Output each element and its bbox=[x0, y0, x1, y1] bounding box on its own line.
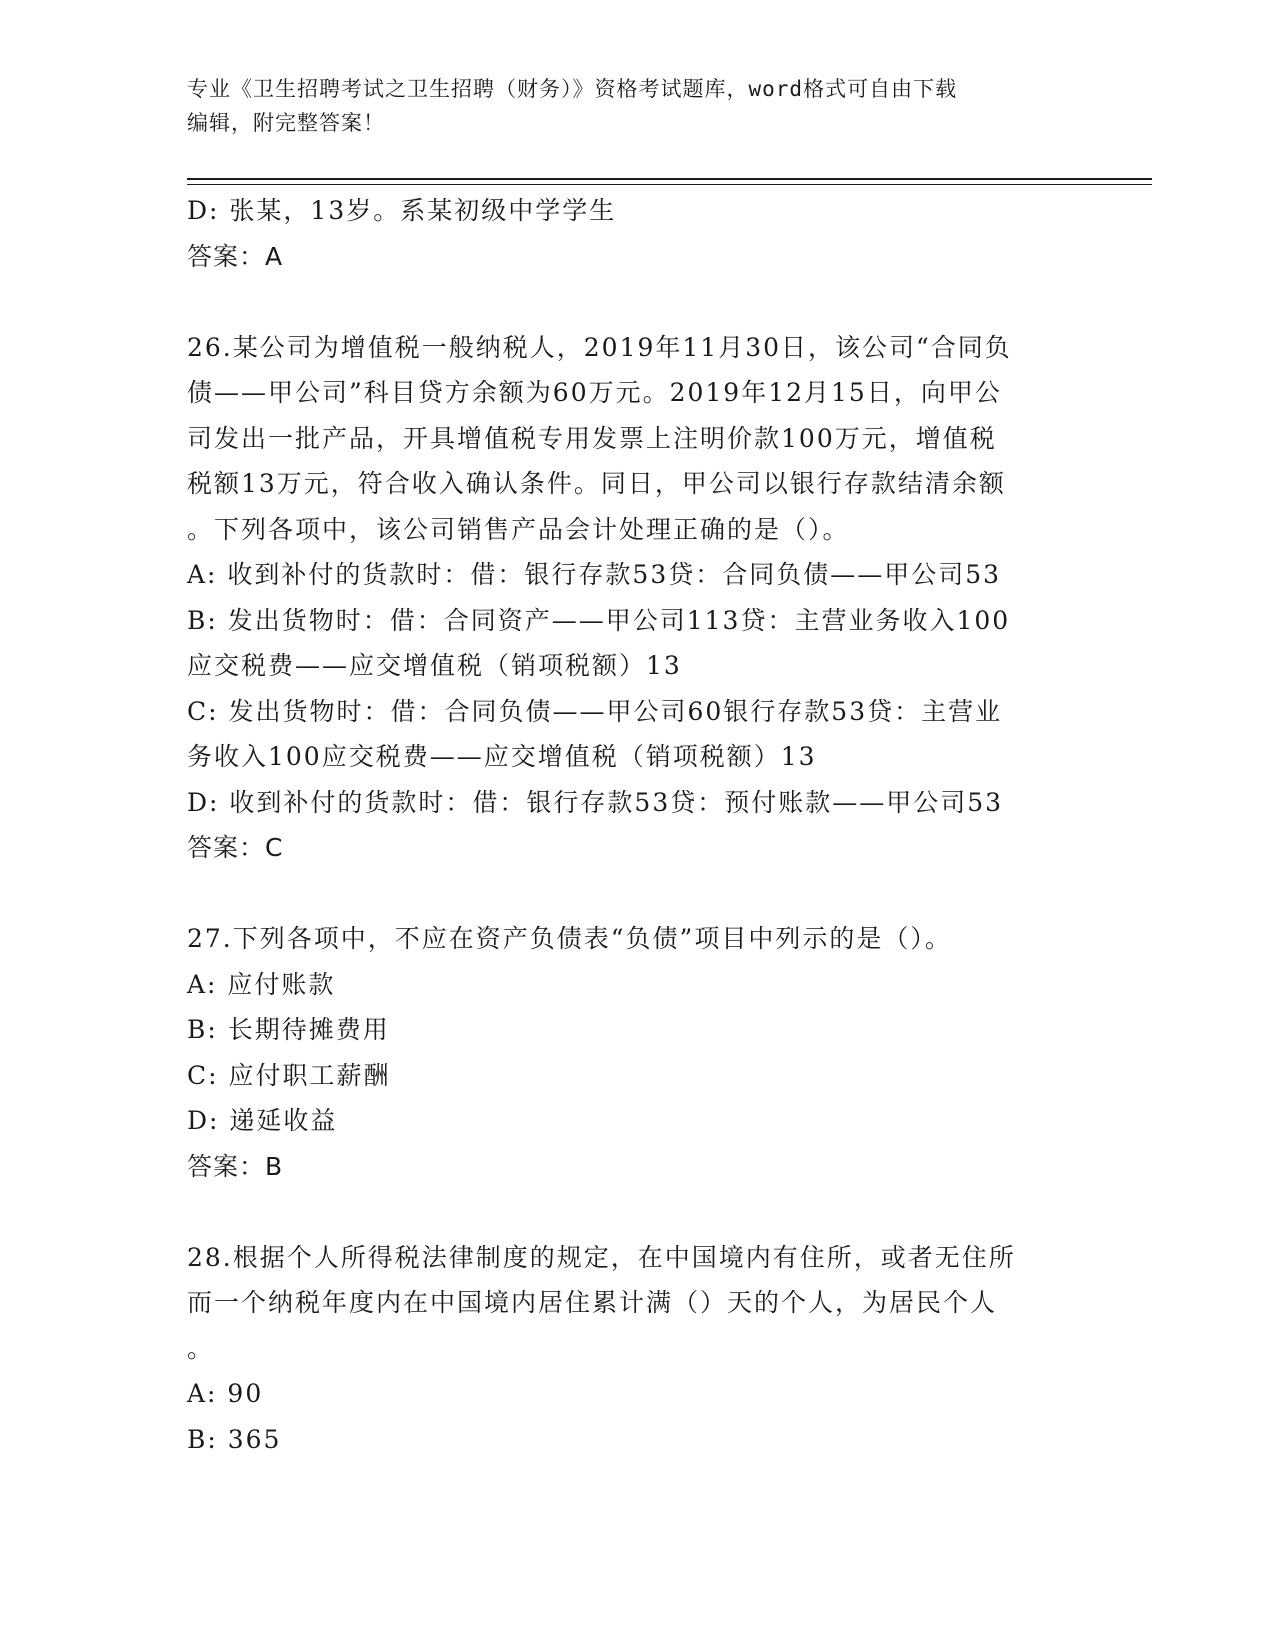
q28-stem-line-1: 28.根据个人所得税法律制度的规定，在中国境内有住所，或者无住所 bbox=[187, 1242, 1016, 1272]
q27-option-d: D: 递延收益 bbox=[187, 1106, 338, 1135]
header-rule-thick bbox=[187, 178, 1152, 180]
q27-option-b: B: 长期待摊费用 bbox=[187, 1015, 390, 1044]
q26-stem-line-3: 司发出一批产品，开具增值税专用发票上注明价款100万元，增值税 bbox=[187, 423, 997, 453]
q26-stem-line-4: 税额13万元，符合收入确认条件。同日，甲公司以银行存款结清余额 bbox=[187, 469, 1006, 498]
q26-option-b-line-2: 应交税费——应交增值税（销项税额）13 bbox=[187, 651, 682, 680]
q27-stem: 27.下列各项中，不应在资产负债表“负债”项目中列示的是（）。 bbox=[187, 924, 952, 953]
header-line-2: 编辑，附完整答案！ bbox=[187, 111, 385, 135]
question-28 bbox=[187, 1235, 1087, 1463]
q26-answer: 答案：C bbox=[187, 833, 284, 862]
q28-option-b: B: 365 bbox=[187, 1424, 282, 1454]
header-line-1: 专业《卫生招聘考试之卫生招聘（财务）》资格考试题库，word格式可自由下载 bbox=[187, 77, 958, 101]
spacer bbox=[187, 871, 1087, 917]
header-rule-thin bbox=[187, 184, 1152, 185]
q26-option-d: D: 收到补付的货款时：借：银行存款53贷：预付账款——甲公司53 bbox=[187, 787, 1004, 817]
question-27 bbox=[187, 916, 1087, 1189]
prev-question-block bbox=[187, 188, 1087, 279]
q27-option-a: A: 应付账款 bbox=[187, 969, 336, 999]
document-header bbox=[187, 72, 1087, 140]
q28-stem-line-2: 而一个纳税年度内在中国境内居住累计满（）天的个人，为居民个人 bbox=[187, 1288, 998, 1317]
q26-stem-line-2: 债——甲公司”科目贷方余额为60万元。2019年12月15日，向甲公 bbox=[187, 378, 1002, 407]
q28-option-a: A: 90 bbox=[187, 1379, 264, 1408]
q27-option-c: C: 应付职工薪酬 bbox=[187, 1060, 391, 1090]
prev-answer: 答案：A bbox=[187, 241, 284, 271]
prev-option-d: D: 张某，13岁。系某初级中学学生 bbox=[187, 196, 617, 225]
spacer bbox=[187, 1189, 1087, 1235]
q26-option-c-line-1: C: 发出货物时：借：合同负债——甲公司60银行存款53贷：主营业 bbox=[187, 696, 1003, 726]
question-26 bbox=[187, 325, 1087, 871]
spacer bbox=[187, 279, 1087, 325]
q26-stem-line-5: 。下列各项中，该公司销售产品会计处理正确的是（）。 bbox=[187, 514, 850, 544]
question-content bbox=[187, 188, 1087, 1462]
q26-option-c-line-2: 务收入100应交税费——应交增值税（销项税额）13 bbox=[187, 742, 817, 771]
q26-stem-line-1: 26.某公司为增值税一般纳税人，2019年11月30日，该公司“合同负 bbox=[187, 332, 1012, 362]
q26-option-b-line-1: B: 发出货物时：借：合同资产——甲公司113贷：主营业务收入100 bbox=[187, 605, 1011, 635]
q27-answer: 答案：B bbox=[187, 1151, 284, 1181]
q26-option-a: A: 收到补付的货款时：借：银行存款53贷：合同负债——甲公司53 bbox=[187, 560, 1002, 589]
q28-stem-line-3: 。 bbox=[187, 1333, 215, 1363]
